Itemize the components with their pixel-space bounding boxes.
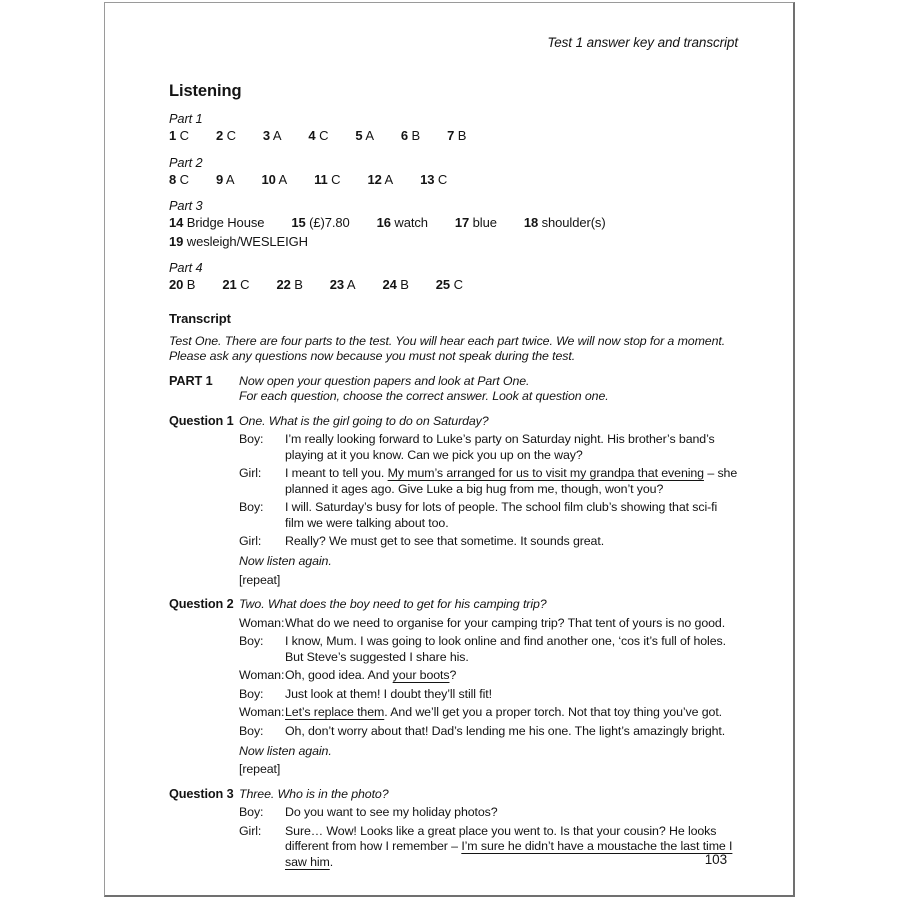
question-prompt: Two. What does the boy need to get for his camping trip? <box>239 597 547 611</box>
answer-value: A <box>278 171 288 187</box>
speaker-label: Woman: <box>239 615 285 630</box>
dialogue-segment: Just look at them! I doubt they’ll still fit! <box>285 686 492 701</box>
answer-item <box>263 128 282 145</box>
answer-value: C <box>240 277 250 292</box>
dialogue-text <box>285 687 738 703</box>
dialogue-segment: . And we’ll get you a proper torch. Not that toy thing you’ve got. <box>384 705 723 719</box>
dialogue-turn <box>239 724 738 740</box>
transcript-questions <box>169 414 738 871</box>
dialogue-segment: Oh, don’t worry about that! Dad’s lending me his one. The light’s amazingly bright. <box>285 723 726 738</box>
answer-row <box>169 215 738 232</box>
question-block <box>169 597 738 778</box>
answer-item <box>169 128 189 145</box>
answer-value: C <box>226 128 236 143</box>
answer-number: 23 <box>329 277 345 292</box>
part1-label: PART 1 <box>169 373 213 388</box>
question-content <box>239 597 738 778</box>
answer-value: C <box>453 277 463 292</box>
question-prompt: One. What is the girl going to do on Saturday? <box>239 413 489 428</box>
answer-number: 14 <box>169 215 184 230</box>
answer-item <box>291 215 349 232</box>
answer-number: 17 <box>454 215 470 230</box>
answer-number: 2 <box>215 128 224 143</box>
dialogue-text <box>285 500 738 531</box>
answer-number: 5 <box>355 128 363 143</box>
answer-value: (£)7.80 <box>309 215 350 230</box>
dialogue-text <box>285 634 738 665</box>
answer-number: 21 <box>222 277 237 292</box>
answer-number: 25 <box>435 277 451 292</box>
dialogue-segment: I know, Mum. I was going to look online and find another one, ‘cos it’s full of holes. But Steve’s suggested I share his. <box>285 634 726 664</box>
dialogue-segment: your boots <box>392 668 450 682</box>
speaker-label: Boy: <box>239 500 264 514</box>
dialogue-turn <box>239 687 738 703</box>
dialogue-segment: My mum’s arranged for us to visit my grandpa that evening <box>387 466 704 480</box>
answer-item <box>308 128 328 145</box>
answer-value: B <box>294 277 303 292</box>
answer-number: 10 <box>261 171 276 187</box>
speaker-label: Boy: <box>239 805 264 819</box>
dialogue-text <box>285 824 738 871</box>
stage-direction: Now listen again. <box>239 743 332 758</box>
answer-item <box>276 277 302 294</box>
answer-number: 20 <box>169 277 184 292</box>
dialogue-turn <box>239 805 738 821</box>
question-content <box>239 787 738 871</box>
answer-item <box>222 277 249 294</box>
book-page <box>104 2 795 897</box>
answer-value: B <box>457 128 467 143</box>
speaker-label: Girl: <box>239 534 262 548</box>
question-block <box>169 787 738 871</box>
answer-value: C <box>331 171 341 187</box>
speaker-label: Girl: <box>239 823 262 838</box>
answer-item <box>216 172 235 189</box>
answer-number: 6 <box>400 128 409 143</box>
answer-number: 19 <box>169 233 184 249</box>
answer-item <box>314 172 340 189</box>
answer-value: shoulder(s) <box>541 215 606 230</box>
answer-number: 4 <box>308 128 316 143</box>
answer-number: 13 <box>420 171 435 187</box>
part-label: Part 1 <box>169 111 203 126</box>
question-content <box>239 414 738 589</box>
part-label: Part 3 <box>169 198 203 213</box>
repeat-marker: [repeat] <box>239 572 281 587</box>
dialogue-turn <box>239 616 738 632</box>
dialogue-segment: I will. Saturday’s busy for lots of people. The school film club’s showing that sci-fi film we were talking about too. <box>285 500 718 530</box>
speaker-label: Boy: <box>239 686 264 701</box>
dialogue-text <box>285 616 738 632</box>
dialogue-segment: Sure… Wow! Looks like a great place you went to. Is that your cousin? He looks different from how I remember – <box>285 823 717 853</box>
speaker-label: Woman: <box>239 668 285 682</box>
answer-number: 15 <box>291 215 306 230</box>
answer-number: 1 <box>169 128 177 143</box>
answer-row <box>169 277 738 294</box>
dialogue-turn <box>239 500 738 531</box>
answer-item <box>367 172 393 189</box>
answer-value: blue <box>472 215 497 230</box>
running-header: Test 1 answer key and transcript <box>547 35 738 50</box>
dialogue-text <box>285 432 738 463</box>
answer-number: 9 <box>215 171 224 187</box>
answer-item <box>261 172 287 189</box>
answer-item <box>377 215 428 232</box>
answer-item <box>330 277 356 294</box>
dialogue-turn <box>239 466 738 497</box>
answer-item <box>420 172 447 189</box>
answer-value: Bridge House <box>186 215 265 230</box>
answer-value: A <box>346 277 356 292</box>
dialogue-segment: I’m really looking forward to Luke’s party on Saturday night. His brother’s band’s playing at it you know. Can we pick you up on the way? <box>285 432 715 462</box>
dialogue-turn <box>239 705 738 721</box>
dialogue-segment: – she planned it ages ago. Give Luke a big hug from me, though, won’t you? <box>285 466 738 496</box>
answer-key-section <box>169 111 738 294</box>
dialogue-segment: . <box>329 854 334 869</box>
dialogue-segment: Really? We must get to see that sometime. It sounds great. <box>285 534 605 548</box>
dialogue-turn <box>239 668 738 684</box>
speaker-label: Boy: <box>239 634 264 648</box>
dialogue-turn <box>239 432 738 463</box>
answer-item <box>447 128 466 145</box>
speaker-label: Boy: <box>239 432 264 446</box>
answer-value: B <box>186 277 196 292</box>
dialogue-segment: I meant to tell you. <box>285 466 388 480</box>
page-number: 103 <box>704 852 727 867</box>
answer-item <box>169 277 195 294</box>
answer-value: A <box>384 171 394 187</box>
question-label: Question 3 <box>169 786 234 801</box>
answer-number: 22 <box>276 277 291 292</box>
answer-item <box>216 128 236 145</box>
instruction-line: Now open your question papers and look at Part One. <box>239 373 530 388</box>
question-label: Question 2 <box>169 597 234 611</box>
answer-number: 16 <box>376 215 391 230</box>
question-label: Question 1 <box>169 413 234 428</box>
dialogue-segment: I’m sure he didn’t have a moustache the last time I saw him <box>285 839 733 869</box>
listening-title: Listening <box>169 82 242 100</box>
transcript-title: Transcript <box>169 310 231 326</box>
answer-row <box>169 128 738 145</box>
dialogue-turn <box>239 634 738 665</box>
answer-value: C <box>179 171 189 187</box>
question-prompt: Three. Who is in the photo? <box>239 786 389 801</box>
answer-number: 3 <box>262 128 271 143</box>
dialogue-segment: Oh, good idea. And <box>285 668 393 682</box>
answer-item <box>169 234 308 251</box>
answer-item <box>169 172 189 189</box>
answer-number: 12 <box>367 171 382 187</box>
instruction-line: For each question, choose the correct answer. Look at question one. <box>239 389 609 403</box>
answer-value: A <box>365 128 374 143</box>
dialogue-segment: ? <box>449 668 457 682</box>
part-label: Part 2 <box>169 154 203 170</box>
part1-instructions <box>239 374 738 405</box>
answer-value: C <box>179 128 189 143</box>
dialogue-segment: What do we need to organise for your camping trip? That tent of yours is no good. <box>285 615 726 630</box>
part-label: Part 4 <box>169 260 203 275</box>
dialogue-segment: Do you want to see my holiday photos? <box>285 805 498 819</box>
answer-number: 11 <box>314 171 328 187</box>
question-block <box>169 414 738 589</box>
dialogue-text <box>285 668 738 684</box>
dialogue-text <box>285 724 738 740</box>
stage-direction: Now listen again. <box>239 554 332 568</box>
dialogue-text <box>285 466 738 497</box>
dialogue-text <box>285 705 738 721</box>
part1-instructions-block <box>169 374 738 405</box>
dialogue-turn <box>239 824 738 871</box>
answer-value: A <box>272 128 282 143</box>
answer-value: B <box>400 277 409 292</box>
repeat-marker: [repeat] <box>239 762 281 776</box>
dialogue-turn <box>239 534 738 550</box>
answer-number: 24 <box>382 277 397 292</box>
dialogue-text <box>285 805 738 821</box>
answer-row <box>169 172 738 189</box>
answer-value: A <box>225 171 235 187</box>
answer-value: wesleigh/WESLEIGH <box>186 233 308 249</box>
speaker-label: Boy: <box>239 723 264 738</box>
answer-item <box>524 215 606 232</box>
answer-item <box>455 215 497 232</box>
answer-value: C <box>437 171 448 187</box>
transcript-intro: Test One. There are four parts to the test. You will hear each part twice. We will now stop for a moment. Please ask any questions now because you must not speak during the test. <box>169 333 726 363</box>
answer-number: 7 <box>447 128 455 143</box>
answer-item <box>382 277 408 294</box>
dialogue-segment: Let’s replace them <box>285 705 385 719</box>
answer-row <box>169 234 738 251</box>
answer-value: C <box>319 128 329 143</box>
answer-item <box>436 277 463 294</box>
answer-item <box>355 128 374 145</box>
answer-value: watch <box>394 215 428 230</box>
answer-item <box>401 128 420 145</box>
answer-number: 18 <box>523 215 539 230</box>
answer-number: 8 <box>169 171 177 187</box>
dialogue-text <box>285 534 738 550</box>
speaker-label: Woman: <box>239 705 285 719</box>
answer-value: B <box>411 128 421 143</box>
answer-item <box>169 215 264 232</box>
speaker-label: Girl: <box>239 466 262 480</box>
